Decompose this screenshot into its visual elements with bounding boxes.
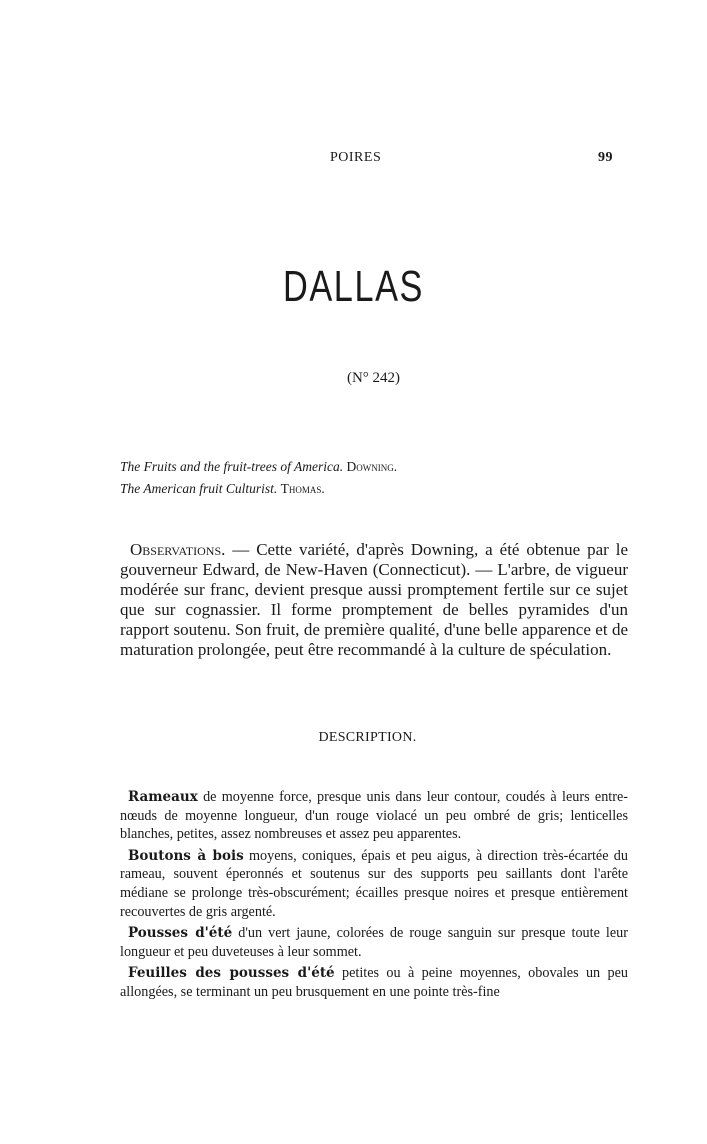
description-paragraph	[120, 964, 628, 1001]
reference-work: The American fruit Culturist.	[120, 481, 278, 496]
observations-text: — Cette variété, d'après Downing, a été obtenue par le gouverneur Edward, de New-Haven (Connecticut). — L'arbre, de vigueur modérée sur franc, devient presque aussi promptement fertile sur ce sujet que sur cognassier. Il forme promptement de belles pyramides d'un rapport soutenu. Son fruit, de première qualité, d'une belle apparence et de maturation prolongée, peut être recommandé à la culture de spéculation.	[120, 540, 628, 659]
references	[120, 456, 640, 500]
description-term: Rameaux	[128, 789, 198, 805]
description-term: Feuilles des pousses d'été	[128, 965, 335, 982]
description-text: moyens, coniques, épais et peu aigus, à direction très-écartée du rameau, souvent éperonnés et soutenus sur des supports peu saillants dont l'arête médiane se prolonge très-obscurément; écailles presque noires et presque entièrement recouvertes de gris argenté.	[120, 847, 628, 920]
description-term: Pousses d'été	[128, 925, 233, 942]
variety-number: (N° 242)	[346, 370, 401, 386]
reference-author: Thomas.	[280, 481, 325, 496]
description-paragraph	[120, 788, 628, 844]
description-text: petites ou à peine moyennes, obovales un peu allongées, se terminant un peu brusquement en une pointe très-fine	[120, 965, 628, 1000]
page-number: 99	[598, 150, 613, 165]
description-text: d'un vert jaune, colorées de rouge sanguin sur presque toute leur longueur et peu duveteuses à leur sommet.	[120, 925, 628, 960]
description	[120, 788, 628, 1005]
page-title: DALLAS	[282, 262, 424, 311]
description-paragraph	[120, 847, 628, 921]
reference	[120, 456, 640, 478]
description-heading: DESCRIPTION.	[318, 730, 417, 745]
observations-lead: Observations.	[130, 540, 226, 559]
running-head-title: POIRES	[330, 150, 382, 165]
reference	[120, 478, 640, 500]
description-term: Boutons à bois	[128, 847, 244, 864]
description-text: de moyenne force, presque unis dans leur contour, coudés à leurs entre-nœuds de moyenne longueur, d'un rouge violacé un peu ombré de gris; lenticelles blanches, petites, assez nombreuses et assez peu apparentes.	[120, 789, 628, 843]
reference-author: Downing.	[346, 459, 398, 474]
description-paragraph	[120, 924, 628, 961]
observations	[120, 540, 628, 660]
reference-work: The Fruits and the fruit-trees of America.	[120, 459, 344, 474]
